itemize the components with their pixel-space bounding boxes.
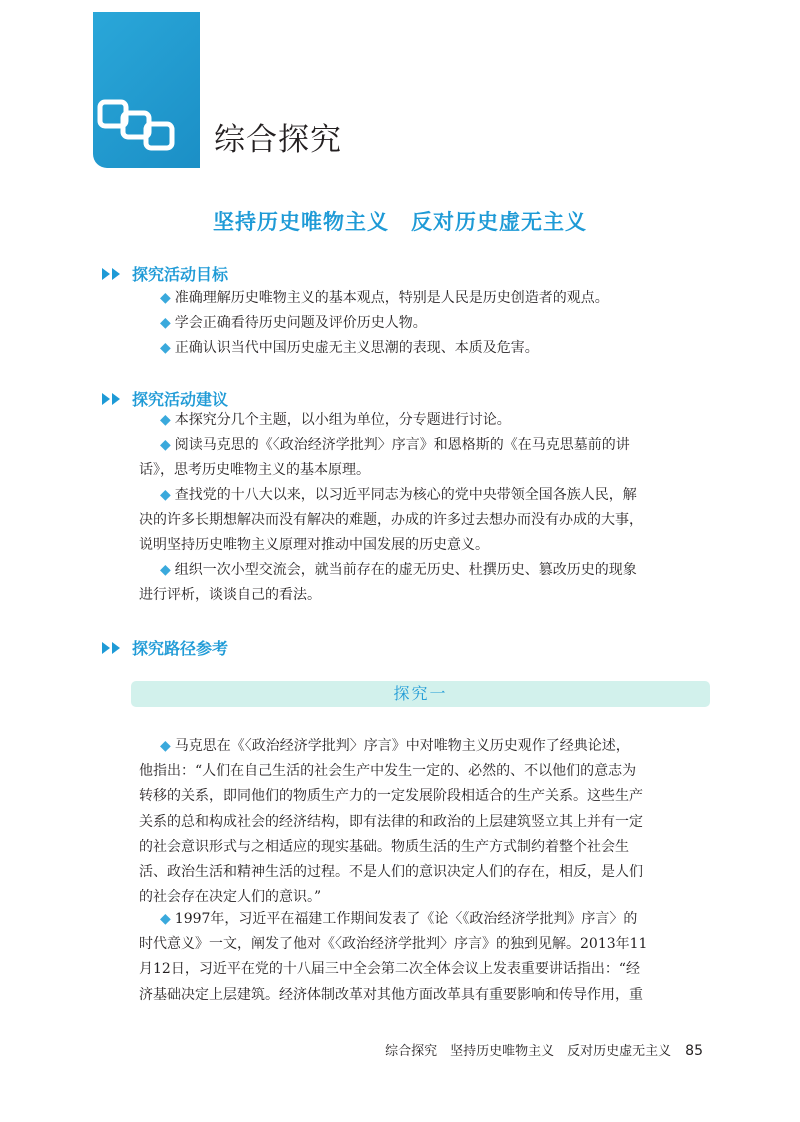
section-heading-label: 探究活动建议	[132, 390, 229, 409]
suggestion-paragraph-4: ◆ 组织一次小型交流会，就当前存在的虚无历史、杜撰历史、篡改历史的现象 进行评析，谈谈自己的看法。	[139, 562, 637, 603]
page-title-part2: 反对历史虚无主义	[411, 210, 587, 234]
double-chevron-right-icon	[100, 392, 124, 406]
diamond-bullet-icon: ◆	[160, 340, 171, 356]
section-heading-goals	[100, 262, 228, 285]
suggestion-paragraph-1: ◆ 本探究分几个主题，以小组为单位，分专题进行讨论。	[160, 412, 511, 428]
diamond-bullet-icon: ◆	[160, 562, 171, 578]
section-heading-label: 探究活动目标	[132, 265, 229, 284]
suggestion-paragraph-3: ◆ 查找党的十八大以来，以习近平同志为核心的党中央带领全国各族人民，解 决的许多长期想解决而没有解决的难题，办成的许多过去想办而没有办成的大事， 说明坚持历史唯物主义原理对推动中国发展的历史意义。	[139, 487, 643, 553]
double-chevron-right-icon	[100, 641, 124, 655]
double-chevron-right-icon	[100, 267, 124, 281]
suggestion-paragraph-2: ◆ 阅读马克思的《〈政治经济学批判〉序言》和恩格斯的《在马克思墓前的讲 话》，思考历史唯物主义的基本原理。	[139, 437, 630, 478]
diamond-bullet-icon: ◆	[160, 290, 171, 306]
page-number: 85	[685, 1043, 703, 1059]
page-footer	[385, 1040, 703, 1059]
chapter-title: 综合探究	[214, 122, 342, 158]
inquiry-one-banner: 探究一	[131, 681, 710, 707]
diamond-bullet-icon: ◆	[160, 487, 171, 503]
diamond-bullet-icon: ◆	[160, 437, 171, 453]
diamond-bullet-icon: ◆	[160, 412, 171, 428]
page-title	[0, 206, 800, 236]
diamond-bullet-icon: ◆	[160, 315, 171, 331]
inquiry-paragraph-1: ◆ 马克思在《〈政治经济学批判〉序言》中对唯物主义历史观作了经典论述， 他指出：“人们在自己生活的社会生产中发生一定的、必然的、不以他们的意志为 转移的关系，即同他们的物质生产力的一定发展阶段相适合的生产关系。这些生产 关系的总和构成社会的经济结构，即有法律的和政治的上层建筑竖立其上并有一定 的社会意识形式与之相适应的现实基础。物质生活的生产方式制约着整个社会生 活、政治生活和精神生活的过程。不是人们的意识决定人们的存在，相反，是人们 的社会存在决定人们的意识。”	[139, 738, 643, 906]
running-title: 综合探究 坚持历史唯物主义 反对历史虚无主义	[385, 1044, 672, 1059]
list-item: ◆ 准确理解历史唯物主义的基本观点，特别是人民是历史创造者的观点。	[160, 290, 609, 306]
linked-squares-icon	[96, 96, 180, 160]
diamond-bullet-icon: ◆	[160, 911, 171, 927]
inquiry-paragraph-2: ◆ 1997年，习近平在福建工作期间发表了《论〈《政治经济学批判》序言〉的 时代意义》一文，阐发了他对《〈政治经济学批判〉序言》的独到见解。2013年11 月12日，习近平在党的十八届三中全会第二次全体会议上发表重要讲话指出：“经 济基础决定上层建筑。经济体制改革对其他方面改革具有重要影响和传导作用，重	[139, 911, 648, 1003]
section-heading-label: 探究路径参考	[132, 639, 229, 658]
list-item: ◆ 学会正确看待历史问题及评价历史人物。	[160, 315, 427, 331]
section-heading-path	[100, 636, 228, 659]
section-heading-suggestions	[100, 387, 228, 410]
list-item: ◆ 正确认识当代中国历史虚无主义思潮的表现、本质及危害。	[160, 340, 539, 356]
diamond-bullet-icon: ◆	[160, 738, 171, 754]
page-title-part1: 坚持历史唯物主义	[213, 210, 389, 234]
